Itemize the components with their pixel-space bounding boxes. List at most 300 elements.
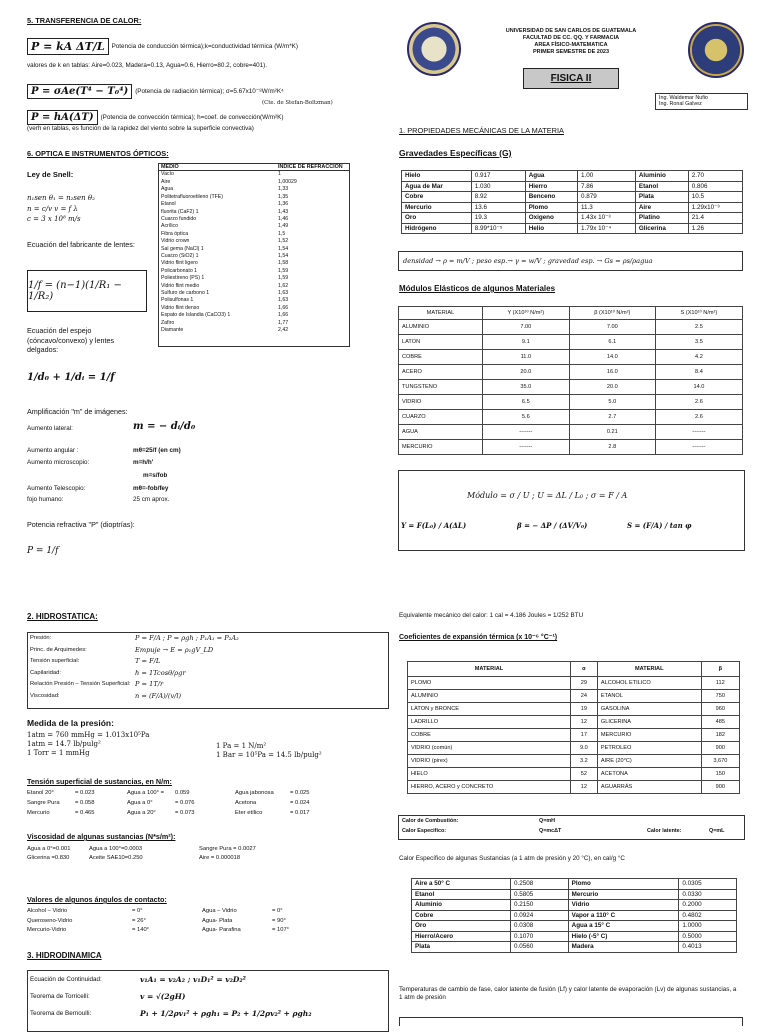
- refraction-medium: Acrílico: [161, 223, 179, 230]
- specific-heat-row-cell: Madera: [568, 942, 679, 953]
- refraction-medium: fluorita (CaF2) 1: [161, 208, 199, 215]
- gravity-row-cell: 1.29x10⁻³: [688, 202, 742, 213]
- elastic-row-header-cell: MATERIAL: [399, 307, 483, 320]
- specific-heat-row-cell: 0.2000: [679, 900, 737, 911]
- viscosity-cell: Aceite SAE10=0.250: [89, 855, 143, 861]
- gravity-row-cell: Hidrógeno: [402, 223, 472, 234]
- specific-heat-value: Q=mcΔT: [539, 828, 562, 834]
- refraction-medium: Diamante: [161, 327, 184, 334]
- elastic-row-cell: 2.7: [569, 410, 655, 425]
- elastic-row: [399, 395, 743, 410]
- elastic-row: [399, 425, 743, 440]
- hydrodynamics-label: Ecuación de Continuidad:: [30, 976, 102, 983]
- faculty-seal-icon: [688, 22, 744, 78]
- snell-equations: [27, 193, 95, 225]
- pressure-right-2: 1 Bar = 10⁵Pa = 14.5 lb/pulg²: [216, 750, 322, 759]
- expansion-row-cell: ALUMINIO: [408, 690, 571, 703]
- refraction-row: [159, 305, 349, 312]
- optics-title: 6. OPTICA E INSTRUMENTOS ÓPTICOS:: [27, 149, 169, 158]
- elastic-row-cell: MERCURIO: [399, 440, 483, 455]
- viscosity-rows: [27, 845, 367, 863]
- specific-heat-row-cell: 0.5805: [511, 889, 569, 900]
- hydrodynamics-formula: P₁ + 1/2ρv₁² + ρgh₁ = P₂ + 1/2ρv₂² + ρgh₂: [140, 1009, 312, 1018]
- viscosity-cell: Aire = 0.000018: [199, 855, 241, 861]
- specific-heat-row-cell: 0.1070: [511, 931, 569, 942]
- refraction-row: [159, 283, 349, 290]
- expansion-title: Coeficientes de expansión térmica (x 10⁻⁶ °C⁻¹): [399, 634, 558, 641]
- expansion-row-cell: AGUARRÁS: [597, 781, 701, 794]
- expansion-row-header-cell: MATERIAL: [597, 662, 701, 677]
- specific-heat-row-cell: Vapor a 110° C: [568, 910, 679, 921]
- refraction-medium: Aire: [161, 178, 171, 185]
- phase-change-title: Temperaturas de cambio de fase, calor latente de fusión (Lf) y calor latente de evaporación (Lv) de algunas sustancias, a 1 atm de presión: [399, 986, 737, 1001]
- hydrostatics-rows: [28, 633, 388, 702]
- specific-heat-row-cell: Vidrio: [568, 900, 679, 911]
- pressure-line-3: 1 Torr = 1 mmHg: [27, 748, 90, 757]
- heat-title: 5. TRANSFERENCIA DE CALOR:: [27, 16, 142, 25]
- gravity-row-cell: Agua de Mar: [402, 181, 472, 192]
- expansion-row-header: [408, 662, 740, 677]
- gravity-row-cell: 0.917: [471, 171, 525, 182]
- young-formula: Y = F(L₀) / A(ΔL): [401, 521, 467, 530]
- expansion-row: [408, 729, 740, 742]
- expansion-row: [408, 690, 740, 703]
- expansion-row-cell: 112: [701, 677, 739, 690]
- gravity-row: [402, 202, 743, 213]
- faculty-name: FACULTAD DE CC. QQ. Y FARMACIA: [522, 35, 620, 42]
- surface-tension-cell: Mercurio: [27, 810, 50, 816]
- refraction-row: [159, 186, 349, 193]
- refraction-index: 1,36: [278, 201, 289, 208]
- elastic-row-cell: TUNGSTENO: [399, 380, 483, 395]
- specific-heat-row: [412, 879, 737, 890]
- specific-heat-row-cell: Aluminio: [412, 900, 511, 911]
- elastic-moduli-table: [398, 306, 743, 455]
- refraction-table: [158, 163, 350, 347]
- surface-tension-row: [27, 808, 367, 818]
- microscope-value-2: m=s/fob: [143, 472, 168, 479]
- pressure-title: Medida de la presión:: [27, 718, 114, 728]
- refraction-index: 1,59: [278, 275, 289, 282]
- refraction-index: 1: [278, 171, 281, 178]
- elastic-row-cell: -------: [482, 425, 569, 440]
- refraction-row: [159, 171, 349, 178]
- refraction-row: [159, 179, 349, 186]
- gravity-row-cell: Oro: [402, 213, 472, 224]
- mirror-formula: 1/d₀ + 1/dᵢ = 1/f: [27, 372, 115, 383]
- refraction-row: [159, 320, 349, 327]
- surface-tension-cell: = 0.017: [290, 810, 310, 816]
- expansion-row: [408, 755, 740, 768]
- contact-angle-cell: = 90°: [272, 917, 286, 924]
- surface-tension-title: Tensión superficial de sustancias, en N/m:: [27, 777, 172, 786]
- heat-formulas-box: [398, 815, 745, 840]
- refraction-row: [159, 275, 349, 282]
- gravity-row-cell: Platino: [635, 213, 688, 224]
- gravity-row-cell: Helio: [525, 223, 577, 234]
- refraction-medium: Fibra óptica: [161, 230, 189, 237]
- hydrodynamics-label: Teorema de Bernoulli:: [30, 1010, 92, 1017]
- expansion-row-cell: ACETONA: [597, 768, 701, 781]
- elastic-row-cell: 2.5: [655, 320, 742, 335]
- specific-heat-row-cell: Etanol: [412, 889, 511, 900]
- refraction-header-medium: MEDIO: [161, 164, 179, 170]
- expansion-row-cell: LATON y BRONCE: [408, 703, 571, 716]
- hydrostatics-row: [28, 668, 388, 680]
- contact-angle-row: [27, 917, 367, 927]
- angular-value: mθ=25/f (en cm): [133, 447, 181, 454]
- viscosity-row: [27, 854, 367, 863]
- expansion-row-cell: VIDRIO (común): [408, 742, 571, 755]
- expansion-row: [408, 768, 740, 781]
- refraction-index: 2,42: [278, 327, 289, 334]
- power-formula: P = 1/f: [27, 546, 59, 556]
- microscope-value-1: m=h/h': [133, 459, 154, 466]
- elastic-row-cell: 35.0: [482, 380, 569, 395]
- elastic-row-cell: 6.1: [569, 335, 655, 350]
- semester: PRIMER SEMESTRE DE 2023: [532, 49, 610, 56]
- expansion-table: [407, 661, 740, 794]
- radiation-desc: (Potencia de radiación térmica); σ=5.67x10⁻⁸W/m²K⁴: [135, 87, 284, 95]
- hydrostatics-label: Relación Presión – Tensión Superficial:: [30, 681, 131, 687]
- expansion-row-cell: 17: [570, 729, 597, 742]
- hydrostatics-label: Presión:: [30, 635, 52, 641]
- specific-heat-row-cell: 0.0924: [511, 910, 569, 921]
- elastic-row-cell: -------: [482, 440, 569, 455]
- power-label: Potencia refractiva "P" (dioptrías):: [27, 520, 135, 529]
- gravity-row-cell: Hierro: [525, 181, 577, 192]
- expansion-row-cell: 3.2: [570, 755, 597, 768]
- expansion-row-cell: MERCURIO: [597, 729, 701, 742]
- specific-heat-row-cell: 0.0305: [679, 879, 737, 890]
- specific-heat-title: Calor Específico de algunas Sustancias (a 1 atm de presión y 20 °C), en cal/g °C: [399, 855, 625, 862]
- elastic-row-cell: 7.00: [569, 320, 655, 335]
- gravity-row-cell: 21.4: [688, 213, 742, 224]
- snell-eq-1: n₁sen θ₁ = n₂sen θ₂: [27, 194, 95, 202]
- expansion-row-cell: VIDRIO (pirex): [408, 755, 571, 768]
- elastic-row-cell: LATON: [399, 335, 483, 350]
- elastic-row-cell: 20.0: [569, 380, 655, 395]
- specific-heat-row-cell: 0.2150: [511, 900, 569, 911]
- refraction-index: 1,62: [278, 282, 289, 289]
- surface-tension-cell: = 0.058: [75, 800, 95, 806]
- refraction-row: [159, 260, 349, 267]
- snell-eq-3: c = 3 x 10⁸ m/s: [27, 215, 81, 223]
- refraction-index: 1,54: [278, 252, 289, 259]
- expansion-row: [408, 716, 740, 729]
- expansion-row-cell: 485: [701, 716, 739, 729]
- refraction-medium: Vidrio flint ligero: [161, 260, 198, 267]
- refraction-medium: Politetrafluoroetileno (TFE): [161, 193, 223, 200]
- gravity-row-cell: 1.43x 10⁻³: [577, 213, 635, 224]
- elastic-row: [399, 320, 743, 335]
- refraction-index: 1,59: [278, 267, 289, 274]
- elastic-formulas-box: [398, 470, 745, 551]
- expansion-row-cell: 3,670: [701, 755, 739, 768]
- elastic-row-cell: 14.0: [655, 380, 742, 395]
- course-title: FISICA II: [523, 68, 619, 89]
- hydrostatics-label: Tensión superficial:: [30, 658, 80, 664]
- elastic-row-cell: 14.0: [569, 350, 655, 365]
- refraction-medium: Vacío: [161, 171, 174, 178]
- contact-angle-cell: = 140°: [132, 927, 149, 933]
- mechanics-title: [399, 126, 564, 135]
- gravity-row-cell: Aluminio: [635, 171, 688, 182]
- pressure-line-1: 1atm = 760 mmHg = 1.013x10⁵Pa: [27, 731, 150, 739]
- refraction-row: [159, 238, 349, 245]
- contact-angle-cell: Mercurio-Vidrio: [27, 927, 67, 933]
- refraction-index: 1,54: [278, 245, 289, 252]
- teachers-box: [655, 93, 748, 110]
- gravity-row-cell: 2.70: [688, 171, 742, 182]
- gravity-row-cell: 7.86: [577, 181, 635, 192]
- gravity-row-cell: Plata: [635, 192, 688, 203]
- specific-gravity-table: [401, 170, 743, 234]
- combustion-label: Calor de Combustión:: [402, 818, 459, 824]
- contact-angle-cell: = 0°: [132, 908, 143, 914]
- expansion-row-cell: GLICERINA: [597, 716, 701, 729]
- refraction-row: [159, 327, 349, 334]
- angular-label: Aumento angular :: [27, 447, 79, 454]
- gravity-row-cell: Oxigeno: [525, 213, 577, 224]
- expansion-row-cell: 12: [570, 716, 597, 729]
- surface-tension-row: [27, 798, 367, 808]
- hydrostatics-formula: n = (F/A)/(v/l): [135, 691, 182, 700]
- snell-eq-2: n = c/v v = f λ: [27, 204, 78, 213]
- specific-heat-row-cell: Hielo (-5° C): [568, 931, 679, 942]
- gravity-row: [402, 171, 743, 182]
- pressure-right-1: 1 Pa = 1 N/m²: [216, 742, 267, 750]
- expansion-row-cell: 19: [570, 703, 597, 716]
- eye-value: 25 cm aprox.: [133, 496, 170, 503]
- specific-gravity-title: Gravedades Específicas (G): [399, 148, 512, 158]
- specific-heat-row: [412, 900, 737, 911]
- refraction-index: 1,49: [278, 223, 289, 230]
- refraction-index: 1,43: [278, 208, 289, 215]
- elastic-row-cell: 16.0: [569, 365, 655, 380]
- contact-angle-row: [27, 907, 367, 917]
- elastic-row: [399, 365, 743, 380]
- elastic-row: [399, 380, 743, 395]
- eye-label: fojo humano:: [27, 496, 64, 503]
- refraction-row: [159, 268, 349, 275]
- surface-tension-cell: 0.059: [175, 790, 190, 796]
- gravity-row-cell: Aire: [635, 202, 688, 213]
- gravity-row-cell: Cobre: [402, 192, 472, 203]
- hydrodynamics-formula: v = √(2gH): [140, 992, 186, 1001]
- expansion-row-cell: LADRILLO: [408, 716, 571, 729]
- elastic-row: [399, 350, 743, 365]
- refraction-medium: Agua: [161, 186, 174, 193]
- teacher-1: Ing. Waldemar Nufio: [659, 95, 708, 101]
- convection-note: (verh en tablas, es función de la rapidez del viento sobre la superficie convectiva): [27, 125, 254, 132]
- conduction-values: valores de k en tablas: Aire=0.023, Madera=0.13, Agua=0.6, Hierro=80.2, cobre=401).: [27, 62, 267, 69]
- bulk-formula: β = − ΔP / (ΔV/V₀): [517, 521, 588, 530]
- elastic-row-cell: VIDRIO: [399, 395, 483, 410]
- elastic-moduli-title: Módulos Elásticos de algunos Materiales: [399, 284, 556, 293]
- expansion-row-cell: COBRE: [408, 729, 571, 742]
- contact-angle-cell: Agua- Plata: [202, 917, 233, 924]
- refraction-medium: Vidrio crown: [161, 238, 190, 245]
- viscosity-cell: Agua a 100°=0.0003: [89, 846, 143, 852]
- elastic-row: [399, 410, 743, 425]
- specific-heat-row: [412, 942, 737, 953]
- contact-angle-cell: = 0°: [272, 908, 283, 914]
- specific-heat-row-cell: 0.4802: [679, 910, 737, 921]
- expansion-row-cell: PETROLEO: [597, 742, 701, 755]
- surface-tension-cell: = 0.024: [290, 800, 310, 806]
- lateral-label: Aumento lateral:: [27, 425, 73, 432]
- hydrodynamics-label: Teorema de Torricelli:: [30, 993, 90, 1000]
- pressure-left: [27, 731, 149, 757]
- refraction-index: 1,58: [278, 260, 289, 267]
- surface-tension-rows: [27, 788, 367, 818]
- gravity-row-cell: Benceno: [525, 192, 577, 203]
- expansion-row-header-cell: MATERIAL: [408, 662, 571, 677]
- elastic-row-cell: -------: [655, 425, 742, 440]
- hydrodynamics-title: 3. HIDRODINAMICA: [27, 951, 102, 960]
- hydrostatics-formula: Empuje → E = ρ₁gV_LD: [135, 645, 214, 654]
- elastic-row-cell: 5.0: [569, 395, 655, 410]
- elastic-row-cell: 2.6: [655, 410, 742, 425]
- expansion-row-cell: 29: [570, 677, 597, 690]
- refraction-index: 1,63: [278, 297, 289, 304]
- hydrostatics-label: Viscosidad:: [30, 692, 60, 699]
- refraction-row: [159, 216, 349, 223]
- elastic-row-cell: 0.21: [569, 425, 655, 440]
- elastic-row-cell: COBRE: [399, 350, 483, 365]
- contact-angle-cell: Agua – Vidrio: [202, 908, 237, 914]
- gravity-row-cell: Plomo: [525, 202, 577, 213]
- mechanics-title-text: 1. PROPIEDADES MECÁNICAS DE LA MATERIA: [399, 126, 564, 135]
- lateral-formula: m = − dᵢ/d₀: [133, 421, 196, 432]
- hydrodynamics-rows: [28, 971, 388, 1022]
- expansion-row-cell: 12: [570, 781, 597, 794]
- refraction-medium: Policarbonato 1: [161, 267, 198, 274]
- refraction-medium: Espato de Islandia (CaCO3) 1: [161, 312, 231, 319]
- specific-heat-row-cell: 0.4013: [679, 942, 737, 953]
- elastic-row-header-cell: Y (X10¹⁰ N/m²): [482, 307, 569, 320]
- elastic-row-cell: 8.4: [655, 365, 742, 380]
- gravity-row: [402, 223, 743, 234]
- specific-heat-row-cell: 1.0000: [679, 921, 737, 932]
- refraction-index: 1,00029: [278, 178, 297, 185]
- elastic-row-header: [399, 307, 743, 320]
- area-name: AREA FÍSICO-MATEMATICA: [534, 42, 608, 49]
- elastic-row-cell: -------: [655, 440, 742, 455]
- refraction-row: [159, 209, 349, 216]
- conduction-desc: Potencia de conducción térmica);k=conductividad térmica (W/m*K): [111, 42, 298, 50]
- amplification-label: Amplificación "m" de imágenes:: [27, 407, 128, 416]
- gravity-row-cell: 1.79x 10⁻⁴: [577, 223, 635, 234]
- elastic-row-cell: 2.8: [569, 440, 655, 455]
- gravity-row-cell: 8.99*10⁻⁵: [471, 223, 525, 234]
- refraction-index: 1,66: [278, 304, 289, 311]
- expansion-row-cell: 182: [701, 729, 739, 742]
- gravity-row-cell: Agua: [525, 171, 577, 182]
- refraction-index: 1,63: [278, 289, 289, 296]
- specific-heat-row-cell: 0.0330: [679, 889, 737, 900]
- pressure-line-2: 1atm = 14.7 lb/pulg²: [27, 739, 101, 748]
- convection-desc: (Potencia de convección térmica); h=coef. de convección(W/m²K): [100, 113, 284, 121]
- gravity-row-cell: 10.5: [688, 192, 742, 203]
- shear-formula: S = (F/A) / tan φ: [627, 521, 692, 530]
- elastic-row-cell: ACERO: [399, 365, 483, 380]
- surface-tension-cell: Agua a 100° =: [127, 790, 164, 796]
- elastic-row-header-cell: S (X10¹⁰ N/m²): [655, 307, 742, 320]
- specific-heat-label: Calor Especifico:: [402, 828, 447, 834]
- hydrodynamics-box: [27, 970, 389, 1032]
- modulus-formula: Módulo = σ / U ; U = ΔL / L₀ ; σ = F / A: [467, 491, 628, 500]
- pressure-right: [216, 742, 322, 760]
- gravity-row-cell: 1.030: [471, 181, 525, 192]
- elastic-row-header-cell: β (X10¹⁰ N/m²): [569, 307, 655, 320]
- refraction-index: 1,46: [278, 215, 289, 222]
- gravity-row-cell: 1.26: [688, 223, 742, 234]
- elastic-row-cell: 5.6: [482, 410, 569, 425]
- lens-maker-label: Ecuación del fabricante de lentes:: [27, 240, 135, 249]
- elastic-row-cell: 3.5: [655, 335, 742, 350]
- specific-heat-row-cell: Oro: [412, 921, 511, 932]
- gravity-row-cell: Hielo: [402, 171, 472, 182]
- hydrostatics-row: [28, 645, 388, 657]
- telescope-label: Aumento Telescopio:: [27, 485, 86, 492]
- surface-tension-cell: Eter etílico: [235, 810, 263, 816]
- surface-tension-cell: Agua a 20°: [127, 810, 156, 816]
- elastic-row-cell: 6.5: [482, 395, 569, 410]
- elastic-row-cell: ALUMINIO: [399, 320, 483, 335]
- gravity-row-cell: 1.00: [577, 171, 635, 182]
- specific-heat-table: [411, 878, 737, 953]
- gravity-row-cell: 0.879: [577, 192, 635, 203]
- specific-heat-row: [412, 931, 737, 942]
- latent-heat-value: Q=mL: [709, 828, 725, 834]
- expansion-row-cell: 900: [701, 781, 739, 794]
- refraction-header-index: INDICE DE REFRACCION: [278, 164, 343, 170]
- usac-seal-icon: [407, 22, 461, 76]
- expansion-row-cell: PLOMO: [408, 677, 571, 690]
- hydrostatics-box: [27, 632, 389, 709]
- refraction-row: [159, 253, 349, 260]
- surface-tension-cell: = 0.025: [290, 790, 310, 796]
- viscosity-title: Viscosidad de algunas sustancias (N*s/m²):: [27, 832, 176, 841]
- refraction-table-body: [159, 171, 349, 334]
- contact-angle-cell: = 26°: [132, 917, 146, 924]
- specific-heat-row-cell: Hierro/Acero: [412, 931, 511, 942]
- surface-tension-cell: = 0.076: [175, 800, 195, 806]
- hydrostatics-row: [28, 679, 388, 691]
- contact-angle-title: Valores de algunos ángulos de contacto:: [27, 895, 167, 904]
- viscosity-cell: Sangre Pura = 0.0027: [199, 846, 256, 852]
- expansion-row-cell: 960: [701, 703, 739, 716]
- radiation-formula: P = σAe(T⁴ − T₀⁴): [27, 84, 132, 99]
- specific-heat-row: [412, 910, 737, 921]
- expansion-row: [408, 677, 740, 690]
- density-equations: densidad → ρ = m/V ; peso esp.→ γ = w/V ; gravedad esp. → Gs = ρs/ρagua: [398, 251, 743, 271]
- gravity-row: [402, 213, 743, 224]
- refraction-medium: Vidrio flint denso: [161, 304, 200, 311]
- institution-header: [478, 28, 664, 57]
- hydrostatics-title: 2. HIDROSTATICA:: [27, 612, 98, 621]
- refraction-row: [159, 201, 349, 208]
- expansion-row-cell: 9.0: [570, 742, 597, 755]
- refraction-medium: Poliestireno (PS) 1: [161, 275, 205, 282]
- snell-label: Ley de Snell:: [27, 170, 74, 179]
- hydrodynamics-row: [28, 1005, 388, 1022]
- surface-tension-cell: = 0.023: [75, 790, 95, 796]
- gravity-row-cell: Mercurio: [402, 202, 472, 213]
- refraction-index: 1,35: [278, 193, 289, 200]
